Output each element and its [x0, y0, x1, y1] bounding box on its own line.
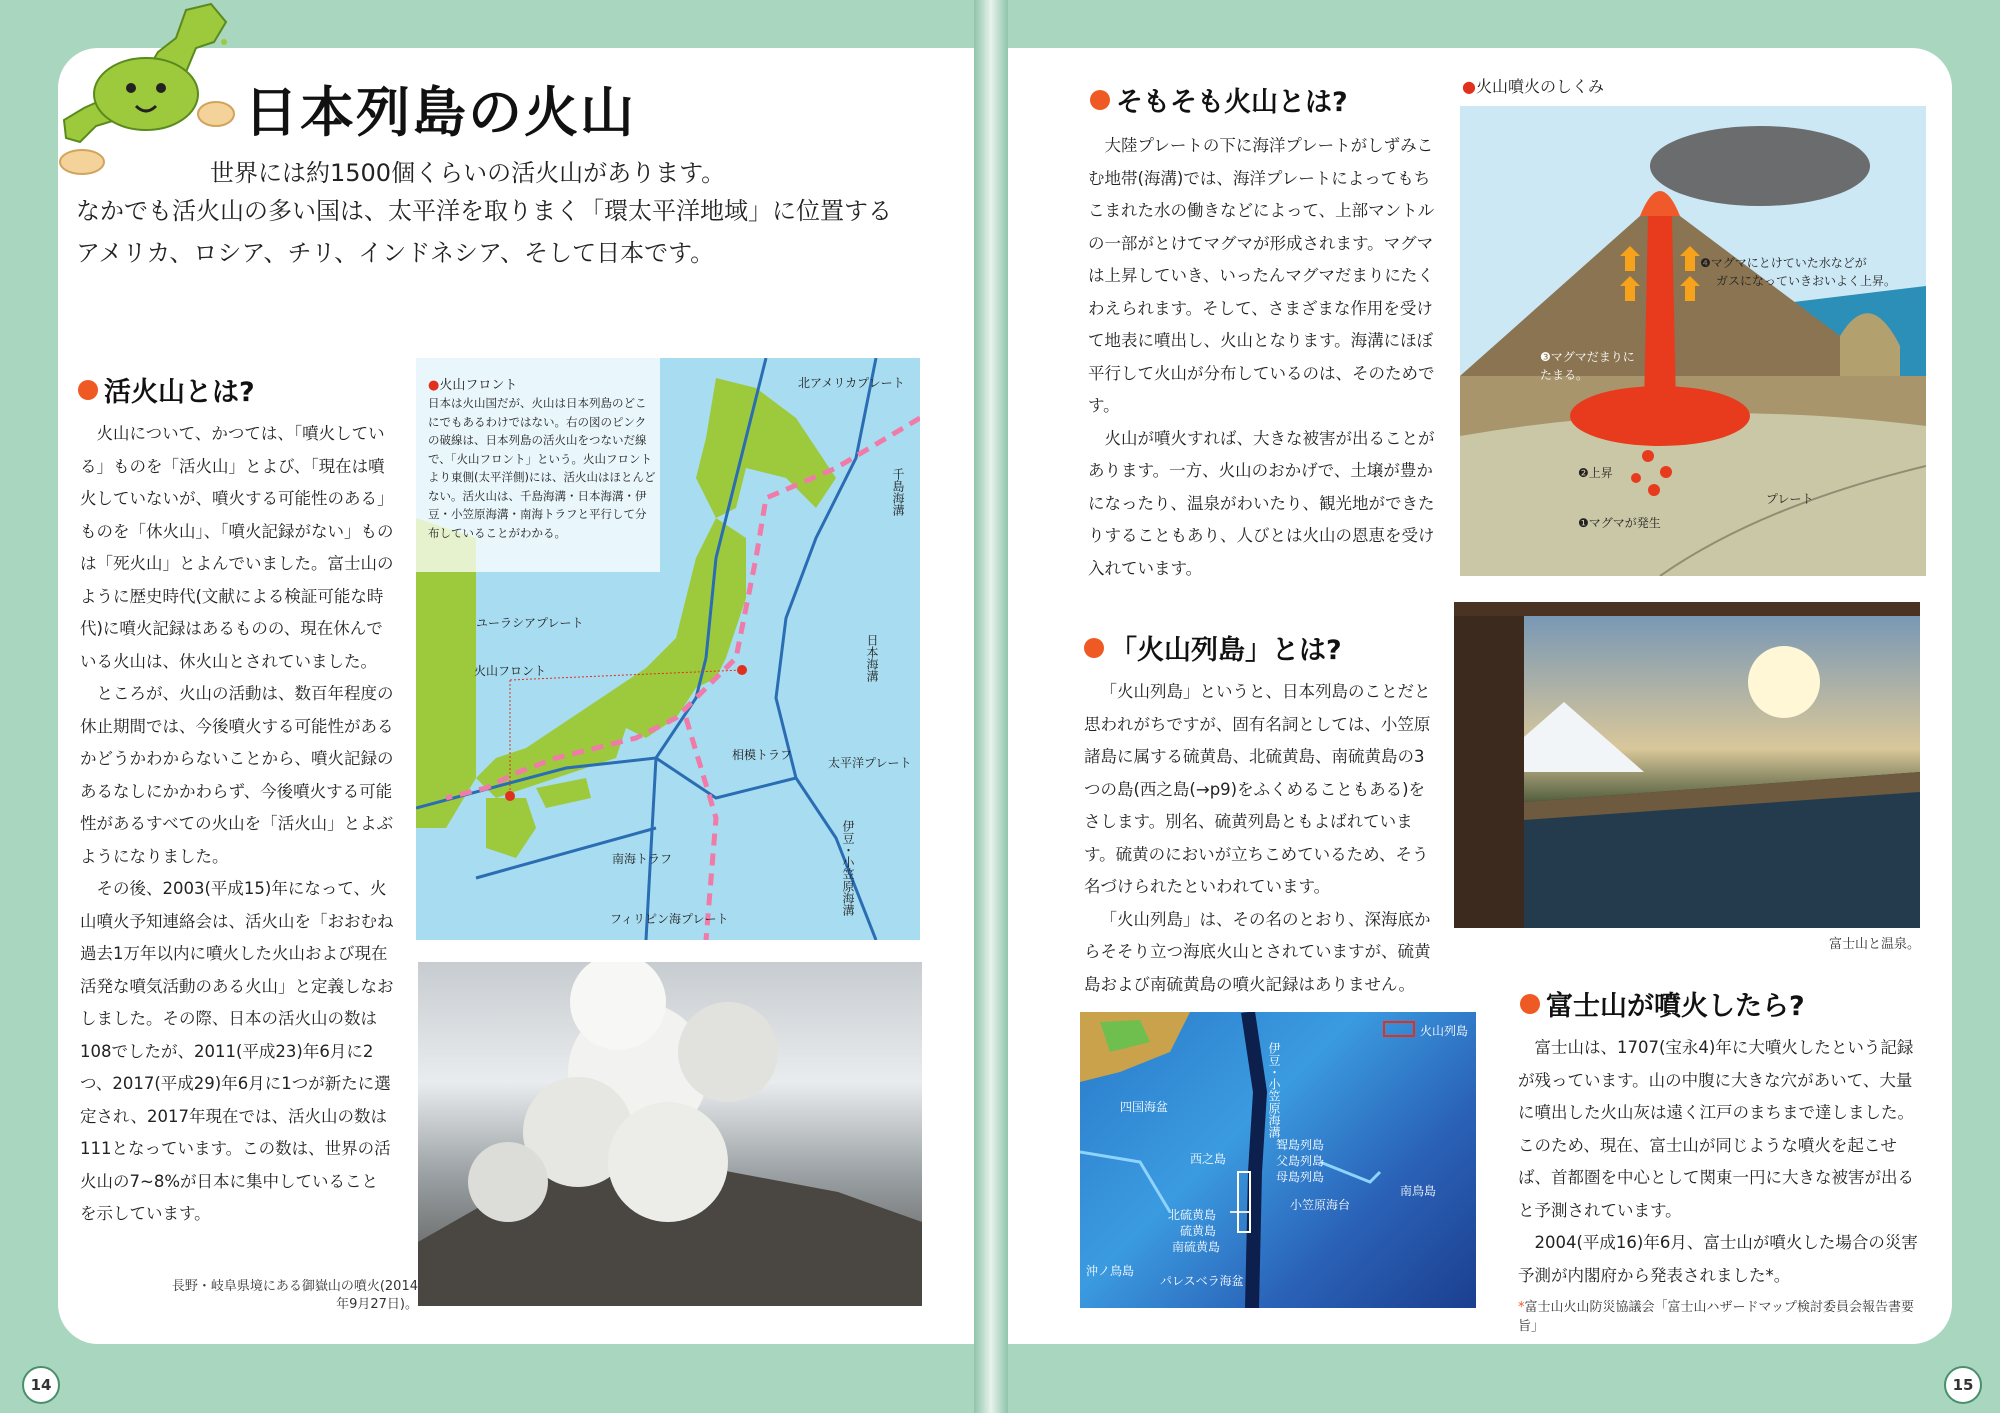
paragraph: 「火山列島」というと、日本列島のことだと思われがちですが、固有名詞としては、小笠原諸島に属する硫黄島、北硫黄島、南硫黄島の3つの島(西之島(→p9)をふくめることもある)をさします。別名、硫黄列島ともよばれています。硫黄のにおいが立ちこめているため、そう名づけられたといわれています。 [1084, 682, 1431, 896]
label-minamiiojima: 南硫黄島 [1172, 1240, 1221, 1254]
diagram-step-1: ❶マグマが発生 [1578, 516, 1661, 530]
label-ogasawara-plateau: 小笠原海台 [1290, 1198, 1351, 1212]
diagram-title: ●火山噴火のしくみ [1462, 77, 1604, 96]
label-nishinoshima: 西之島 [1190, 1152, 1227, 1166]
label-parece-vela-basin: パレスベラ海盆 [1160, 1274, 1244, 1288]
asterisk-icon: * [1518, 1300, 1525, 1315]
page-title: 日本列島の火山 [244, 81, 636, 144]
bullet-dot-icon [1090, 90, 1110, 110]
intro-line-1: 世界には約1500個くらいの活火山があります。 [210, 159, 726, 187]
paragraph: 火山が噴火すれば、大きな被害が出ることがあります。一方、火山のおかげで、土壌が豊かになったり、温泉がわいたり、観光地ができたりすることもあり、人びとは火山の恩恵を受け入れています。 [1088, 428, 1435, 578]
paragraph: その後、2003(平成15)年になって、火山噴火予知連絡会は、活火山を「おおむね過去1万年以内に噴火した火山および現在活発な噴気活動のある火山」と定義しなおしました。その際、日本の活火山の数は108でしたが、2011(平成23)年6月に2つ、2017(平成29)年6月に1つが新たに選定され、2017年現在では、活火山の数は111となっています。この数は、世界の活火山の7~8%が日本に集中していることを示しています。 [80, 879, 394, 1223]
label-nankai-trough: 南海トラフ [612, 852, 673, 866]
label-volcanic-front: 火山フロント [474, 664, 547, 678]
label-minamitorishima: 南鳥島 [1400, 1184, 1437, 1198]
page-number-left: 14 [22, 1366, 60, 1404]
paragraph: 「火山列島」は、その名のとおり、深海底からそそり立つ海底火山とされていますが、硫黄島および南硫黄島の噴火記録はありません。 [1084, 909, 1431, 994]
ontake-caption: 長野・岐阜県境にある御嶽山の噴火(2014年9月27日)。 [171, 1279, 418, 1312]
label-iojima: 硫黄島 [1180, 1224, 1217, 1238]
photo-drawing [1454, 602, 1920, 928]
bullet-dot-icon: ● [428, 378, 440, 393]
photo-drawing [418, 962, 922, 1306]
paragraph: 2004(平成16)年6月、富士山が噴火した場合の災害予測が内閣府から発表されました*。 [1518, 1233, 1918, 1285]
label-hahajima: 母島列島 [1276, 1170, 1325, 1184]
label-kitaiojima: 北硫黄島 [1168, 1208, 1217, 1222]
label-japan-trench: 日本海溝 [865, 634, 879, 682]
diagram-step-3a: ❸マグマだまりに [1540, 350, 1635, 364]
label-chichijima: 父島列島 [1276, 1154, 1325, 1168]
paragraph: 火山について、かつては、「噴火している」ものを「活火山」とよび、「現在は噴火していないが、噴火する可能性のある」ものを「休火山」、「噴火記録がない」ものは「死火山」とよんでいました。富士山のように歴史時代(文献による検証可能な時代)に噴火記録はあるものの、現在休んでいる火山は、休火山とされていました。 [80, 424, 394, 671]
diagram-plate-label: プレート [1766, 492, 1814, 506]
intro-line-2: なかでも活火山の多い国は、太平洋を取りまく「環太平洋地域」に位置する [76, 197, 892, 225]
footnote: *富士山火山防災協議会「富士山ハザードマップ検討委員会報告書要旨」 [1518, 1300, 1914, 1334]
bullet-dot-icon [78, 380, 98, 400]
seafloor-relief-map [1080, 1012, 1476, 1308]
diagram-step-4a: ❹マグマにとけていた水などが [1700, 256, 1867, 270]
fuji-body [1518, 1032, 1918, 1292]
label-sagami-trough: 相模トラフ [732, 748, 793, 762]
label-okinotorishima: 沖ノ鳥島 [1086, 1264, 1135, 1278]
label-izu-trench: 伊豆・小笠原海溝 [1267, 1042, 1281, 1138]
katsukazan-body [80, 418, 394, 1231]
label-pacific-plate: 太平洋プレート [828, 756, 912, 770]
label-ph-plate: フィリピン海プレート [610, 912, 729, 926]
section-heading-katsukazan: 活火山とは? [78, 370, 255, 409]
paragraph: ところが、火山の活動は、数百年程度の休止期間では、今後噴火する可能性があるかどうかわからないことから、噴火記録のあるなしにかかわらず、今後噴火する可能性があるすべての火山を「活火山」とよぶようになりました。 [80, 684, 394, 866]
ontake-eruption-photo [418, 962, 922, 1306]
bullet-dot-icon [1084, 638, 1104, 658]
bullet-dot-icon: ● [1462, 77, 1476, 96]
intro-line-3: アメリカ、ロシア、チリ、インドネシア、そして日本です。 [76, 239, 715, 267]
paragraph: 大陸プレートの下に海洋プレートがしずみこむ地帯(海溝)では、海洋プレートによってもちこまれた水の働きなどによって、上部マントルの一部がとけてマグマが形成されます。マグマは上昇していき、いったんマグマだまりにたくわえられます。そして、さまざまな作用を受けて地表に噴出し、火山となります。海溝にほぼ平行して火山が分布しているのは、そのためです。 [1088, 136, 1435, 415]
map-box-title: ●火山フロント [428, 378, 518, 393]
label-eu-plate: ユーラシアプレート [476, 616, 584, 630]
seafloor-legend: 火山列島 [1420, 1024, 1469, 1038]
japan-plate-map [416, 358, 920, 940]
diagram-step-2: ❷上昇 [1578, 466, 1613, 480]
diagram-drawing [1460, 106, 1926, 576]
paragraph: 富士山は、1707(宝永4)年に大噴火したという記録が残っています。山の中腹に大きな穴があいて、大量に噴出した火山灰は遠く江戸のまちまで達しました。このため、現在、富士山が同じような噴火を起こせば、首都圏を中心として関東一円に大きな被害が出ると予測されています。 [1518, 1038, 1914, 1220]
label-kurile-trench: 千島海溝 [891, 468, 905, 516]
map-box-text: 日本は火山国だが、火山は日本列島のどこにでもあるわけではない。右の図のピンクの破線は、日本列島の活火山をつないだ線で、「火山フロント」という。火山フロントより東側(太平洋側)には、活火山はほとんどない。活火山は、千島海溝・日本海溝・伊豆・小笠原海溝・南海トラフと平行して分布していることがわかる。 [428, 396, 656, 540]
section-heading-kazanretto: 「火山列島」とは? [1084, 628, 1342, 667]
diagram-step-3b: たまる。 [1540, 368, 1589, 382]
fuji-onsen-photo [1454, 602, 1920, 928]
label-na-plate: 北アメリカプレート [798, 376, 905, 390]
section-heading-fuji: 富士山が噴火したら? [1520, 984, 1805, 1023]
label-shikoku-basin: 四国海盆 [1120, 1100, 1169, 1114]
onsen-caption: 富士山と温泉。 [1828, 937, 1920, 952]
diagram-step-4b: ガスになっていきおいよく上昇。 [1716, 274, 1897, 288]
label-izu-trench: 伊豆・小笠原海溝 [841, 820, 855, 916]
kazanretto-body [1084, 676, 1434, 1001]
label-mukojima: 聟島列島 [1276, 1138, 1325, 1152]
bullet-dot-icon [1520, 994, 1540, 1014]
book-gutter [974, 0, 1008, 1413]
somosomo-body [1088, 130, 1436, 585]
section-heading-somosomo: そもそも火山とは? [1090, 80, 1348, 119]
page-number-right: 15 [1944, 1366, 1982, 1404]
eruption-diagram [1460, 106, 1926, 576]
